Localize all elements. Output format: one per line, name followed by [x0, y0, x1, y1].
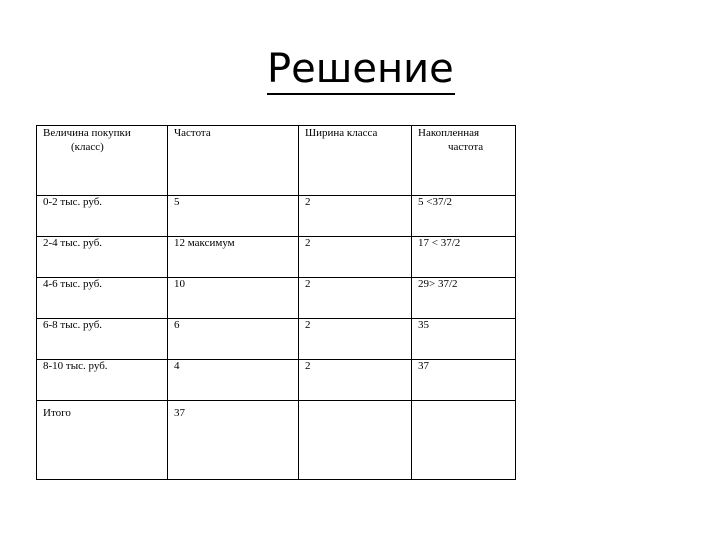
- table-cell: 29> 37/2: [412, 278, 516, 319]
- table-cell: Итого: [37, 401, 168, 480]
- table-row: [37, 237, 516, 278]
- table-cell: 2: [299, 319, 412, 360]
- page-title: Решение: [267, 46, 454, 92]
- header-sublabel: частота: [448, 141, 484, 153]
- header-label: Ширина класса: [305, 127, 378, 139]
- header-cell-class: [37, 126, 168, 196]
- table-cell: [412, 401, 516, 480]
- table-cell: 0-2 тыс. руб.: [37, 196, 168, 237]
- title-underline: [267, 93, 455, 95]
- table-cell: 2: [299, 196, 412, 237]
- table-cell: 10: [168, 278, 299, 319]
- table-row: [37, 196, 516, 237]
- table-cell: [299, 401, 412, 480]
- table-cell: 2-4 тыс. руб.: [37, 237, 168, 278]
- table-cell: 2: [299, 237, 412, 278]
- table-cell: 2: [299, 360, 412, 401]
- table-cell: 12 максимум: [168, 237, 299, 278]
- table-cell: 5 <37/2: [412, 196, 516, 237]
- table-header-row: [37, 126, 516, 196]
- table-total-row: [37, 401, 516, 480]
- header-sublabel: (класс): [71, 141, 104, 153]
- header-label: Величина покупки: [43, 127, 131, 139]
- table-row: [37, 278, 516, 319]
- table-cell: 17 < 37/2: [412, 237, 516, 278]
- table-cell: 37: [412, 360, 516, 401]
- table-row: [37, 319, 516, 360]
- table-cell: 37: [168, 401, 299, 480]
- table-cell: 4: [168, 360, 299, 401]
- table-cell: 6: [168, 319, 299, 360]
- header-cell-frequency: [168, 126, 299, 196]
- table-cell: 6-8 тыс. руб.: [37, 319, 168, 360]
- header-cell-width: [299, 126, 412, 196]
- table-cell: 2: [299, 278, 412, 319]
- header-label: Частота: [174, 127, 211, 139]
- table-cell: 35: [412, 319, 516, 360]
- table-cell: 5: [168, 196, 299, 237]
- table-cell: 4-6 тыс. руб.: [37, 278, 168, 319]
- header-label: Накопленная: [418, 127, 480, 139]
- header-cell-cumulative: [412, 126, 516, 196]
- table-cell: 8-10 тыс. руб.: [37, 360, 168, 401]
- frequency-table: [36, 125, 516, 480]
- table-row: [37, 360, 516, 401]
